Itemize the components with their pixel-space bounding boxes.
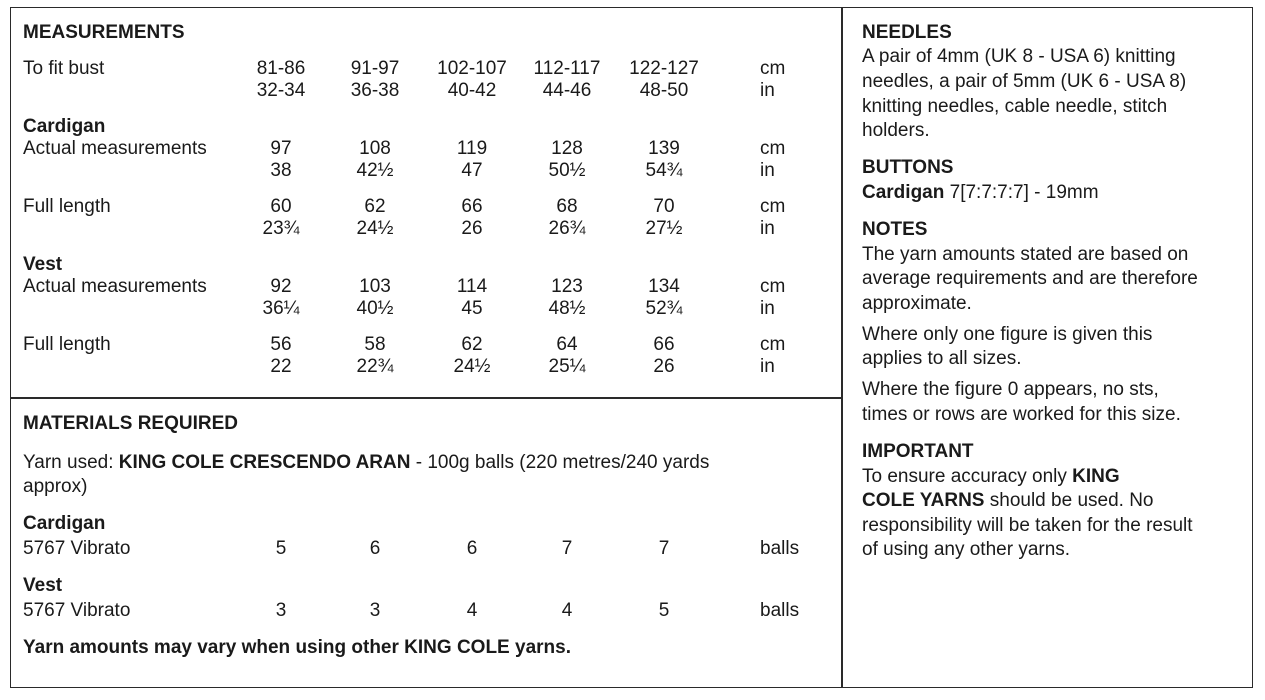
vest-length-cm-cell: 66: [653, 334, 675, 355]
bust-cm-cell: 122-127: [629, 58, 699, 79]
cardigan-length-in-cell: 24½: [356, 218, 394, 239]
notes-p1-line: average requirements and are therefore: [862, 268, 1198, 289]
vest-actual-cm-cell: 134: [648, 276, 680, 297]
bust-cm-cell: 112-117: [533, 58, 601, 79]
materials-cardigan-shade: 5767 Vibrato: [23, 538, 131, 559]
important-text: To ensure accuracy only: [862, 466, 1073, 487]
unit-in: in: [760, 356, 775, 377]
cardigan-length-in-cell: 23¾: [262, 218, 300, 239]
materials-vest-shade: 5767 Vibrato: [23, 600, 131, 621]
buttons-label: Cardigan: [862, 182, 945, 203]
cardigan-balls-cell: 7: [658, 538, 670, 559]
vest-actual-in-cell: 48½: [548, 298, 586, 319]
materials-vest-heading: Vest: [23, 575, 63, 596]
vest-length-cm-cell: 56: [270, 334, 292, 355]
bust-in-cell: 32-34: [256, 80, 306, 101]
important-heading: IMPORTANT: [862, 441, 974, 462]
bust-cm-cell: 91-97: [350, 58, 400, 79]
cardigan-length-cm-cell: 70: [653, 196, 675, 217]
vest-actual-cm-cell: 123: [551, 276, 583, 297]
notes-heading: NOTES: [862, 219, 928, 240]
vest-length-label: Full length: [23, 334, 111, 355]
important-line: [862, 466, 1120, 488]
yarn-used-prefix: Yarn used:: [23, 452, 119, 473]
notes-p1-line: approximate.: [862, 293, 972, 314]
vest-heading: Vest: [23, 254, 63, 275]
notes-p2-line: applies to all sizes.: [862, 348, 1022, 369]
yarn-used-line: [23, 452, 709, 474]
vest-actual-cm-cell: 114: [456, 276, 488, 297]
bust-in-cell: 48-50: [639, 80, 689, 101]
needles-line: knitting needles, cable needle, stitch: [862, 96, 1168, 117]
vest-balls-cell: 3: [369, 600, 381, 621]
notes-p1-line: The yarn amounts stated are based on: [862, 244, 1189, 265]
yarn-amounts-note: Yarn amounts may vary when using other KING COLE yarns.: [23, 637, 571, 658]
cardigan-actual-in-cell: 47: [461, 160, 483, 181]
cardigan-balls-cell: 5: [275, 538, 287, 559]
cardigan-balls-cell: 6: [369, 538, 381, 559]
important-line: [862, 490, 1154, 512]
vest-actual-label: Actual measurements: [23, 276, 207, 297]
unit-in: in: [760, 80, 775, 101]
yarn-used-suffix: - 100g balls (220 metres/240 yards: [410, 452, 710, 473]
unit-in: in: [760, 160, 775, 181]
cardigan-length-cm-cell: 66: [461, 196, 483, 217]
notes-p2-line: Where only one figure is given this: [862, 324, 1153, 345]
cardigan-balls-cell: 7: [561, 538, 573, 559]
vest-actual-in-cell: 52¾: [645, 298, 683, 319]
to-fit-bust-label: To fit bust: [23, 58, 105, 79]
unit-cm: cm: [760, 138, 786, 159]
yarn-used-line-2: approx): [23, 476, 88, 497]
unit-in: in: [760, 218, 775, 239]
unit-cm: cm: [760, 196, 786, 217]
vest-balls-cell: 3: [275, 600, 287, 621]
vest-balls-cell: 5: [658, 600, 670, 621]
important-line: of using any other yarns.: [862, 539, 1071, 560]
balls-unit: balls: [760, 538, 800, 559]
needles-line: A pair of 4mm (UK 8 - USA 6) knitting: [862, 46, 1176, 67]
yarn-name: KING COLE CRESCENDO ARAN: [118, 452, 411, 473]
important-brand: COLE YARNS: [862, 490, 985, 511]
notes-p3-line: times or rows are worked for this size.: [862, 404, 1181, 425]
important-text: should be used. No: [984, 490, 1154, 511]
cardigan-length-cm-cell: 60: [270, 196, 292, 217]
unit-cm: cm: [760, 58, 786, 79]
vest-actual-in-cell: 36¼: [262, 298, 300, 319]
cardigan-actual-label: Actual measurements: [23, 138, 207, 159]
notes-p3-line: Where the figure 0 appears, no sts,: [862, 379, 1159, 400]
bust-cm-cell: 81-86: [256, 58, 306, 79]
unit-cm: cm: [760, 334, 786, 355]
measurements-heading: MEASUREMENTS: [23, 22, 185, 43]
buttons-heading: BUTTONS: [862, 157, 954, 178]
cardigan-length-in-cell: 27½: [645, 218, 683, 239]
cardigan-actual-cm-cell: 97: [270, 138, 292, 159]
vest-actual-in-cell: 40½: [356, 298, 394, 319]
vest-length-in-cell: 25¼: [548, 356, 586, 377]
needles-line: holders.: [862, 120, 930, 141]
unit-in: in: [760, 298, 775, 319]
cardigan-heading: Cardigan: [23, 116, 106, 137]
vest-actual-cm-cell: 103: [359, 276, 391, 297]
materials-cardigan-heading: Cardigan: [23, 513, 106, 534]
balls-unit: balls: [760, 600, 800, 621]
vest-length-in-cell: 24½: [453, 356, 491, 377]
cardigan-length-label: Full length: [23, 196, 111, 217]
vest-actual-cm-cell: 92: [270, 276, 292, 297]
cardigan-actual-in-cell: 50½: [548, 160, 586, 181]
buttons-value: 7[7:7:7:7] - 19mm: [944, 182, 1099, 203]
vest-length-cm-cell: 62: [461, 334, 483, 355]
vest-balls-cell: 4: [466, 600, 478, 621]
cardigan-length-in-cell: 26: [461, 218, 483, 239]
vest-length-in-cell: 22¾: [356, 356, 394, 377]
materials-heading: MATERIALS REQUIRED: [23, 413, 238, 434]
vest-length-cm-cell: 58: [364, 334, 386, 355]
cardigan-actual-cm-cell: 128: [551, 138, 583, 159]
vest-length-cm-cell: 64: [556, 334, 578, 355]
cardigan-actual-cm-cell: 108: [359, 138, 391, 159]
column-divider: [841, 7, 843, 688]
cardigan-actual-cm-cell: 119: [456, 138, 488, 159]
cardigan-actual-in-cell: 54¾: [645, 160, 683, 181]
important-brand: KING: [1072, 466, 1120, 487]
bust-in-cell: 40-42: [447, 80, 497, 101]
vest-length-in-cell: 22: [270, 356, 292, 377]
cardigan-length-in-cell: 26¾: [548, 218, 586, 239]
bust-in-cell: 36-38: [350, 80, 400, 101]
needles-line: needles, a pair of 5mm (UK 6 - USA 8): [862, 71, 1187, 92]
unit-cm: cm: [760, 276, 786, 297]
cardigan-actual-in-cell: 38: [270, 160, 292, 181]
needles-heading: NEEDLES: [862, 22, 952, 43]
section-divider: [10, 397, 842, 399]
vest-balls-cell: 4: [561, 600, 573, 621]
bust-cm-cell: 102-107: [437, 58, 507, 79]
cardigan-actual-in-cell: 42½: [356, 160, 394, 181]
cardigan-length-cm-cell: 62: [364, 196, 386, 217]
important-line: responsibility will be taken for the result: [862, 515, 1193, 536]
cardigan-balls-cell: 6: [466, 538, 478, 559]
buttons-line: [862, 182, 1099, 204]
cardigan-actual-cm-cell: 139: [648, 138, 680, 159]
bust-in-cell: 44-46: [542, 80, 592, 101]
vest-actual-in-cell: 45: [461, 298, 483, 319]
cardigan-length-cm-cell: 68: [556, 196, 578, 217]
vest-length-in-cell: 26: [653, 356, 675, 377]
